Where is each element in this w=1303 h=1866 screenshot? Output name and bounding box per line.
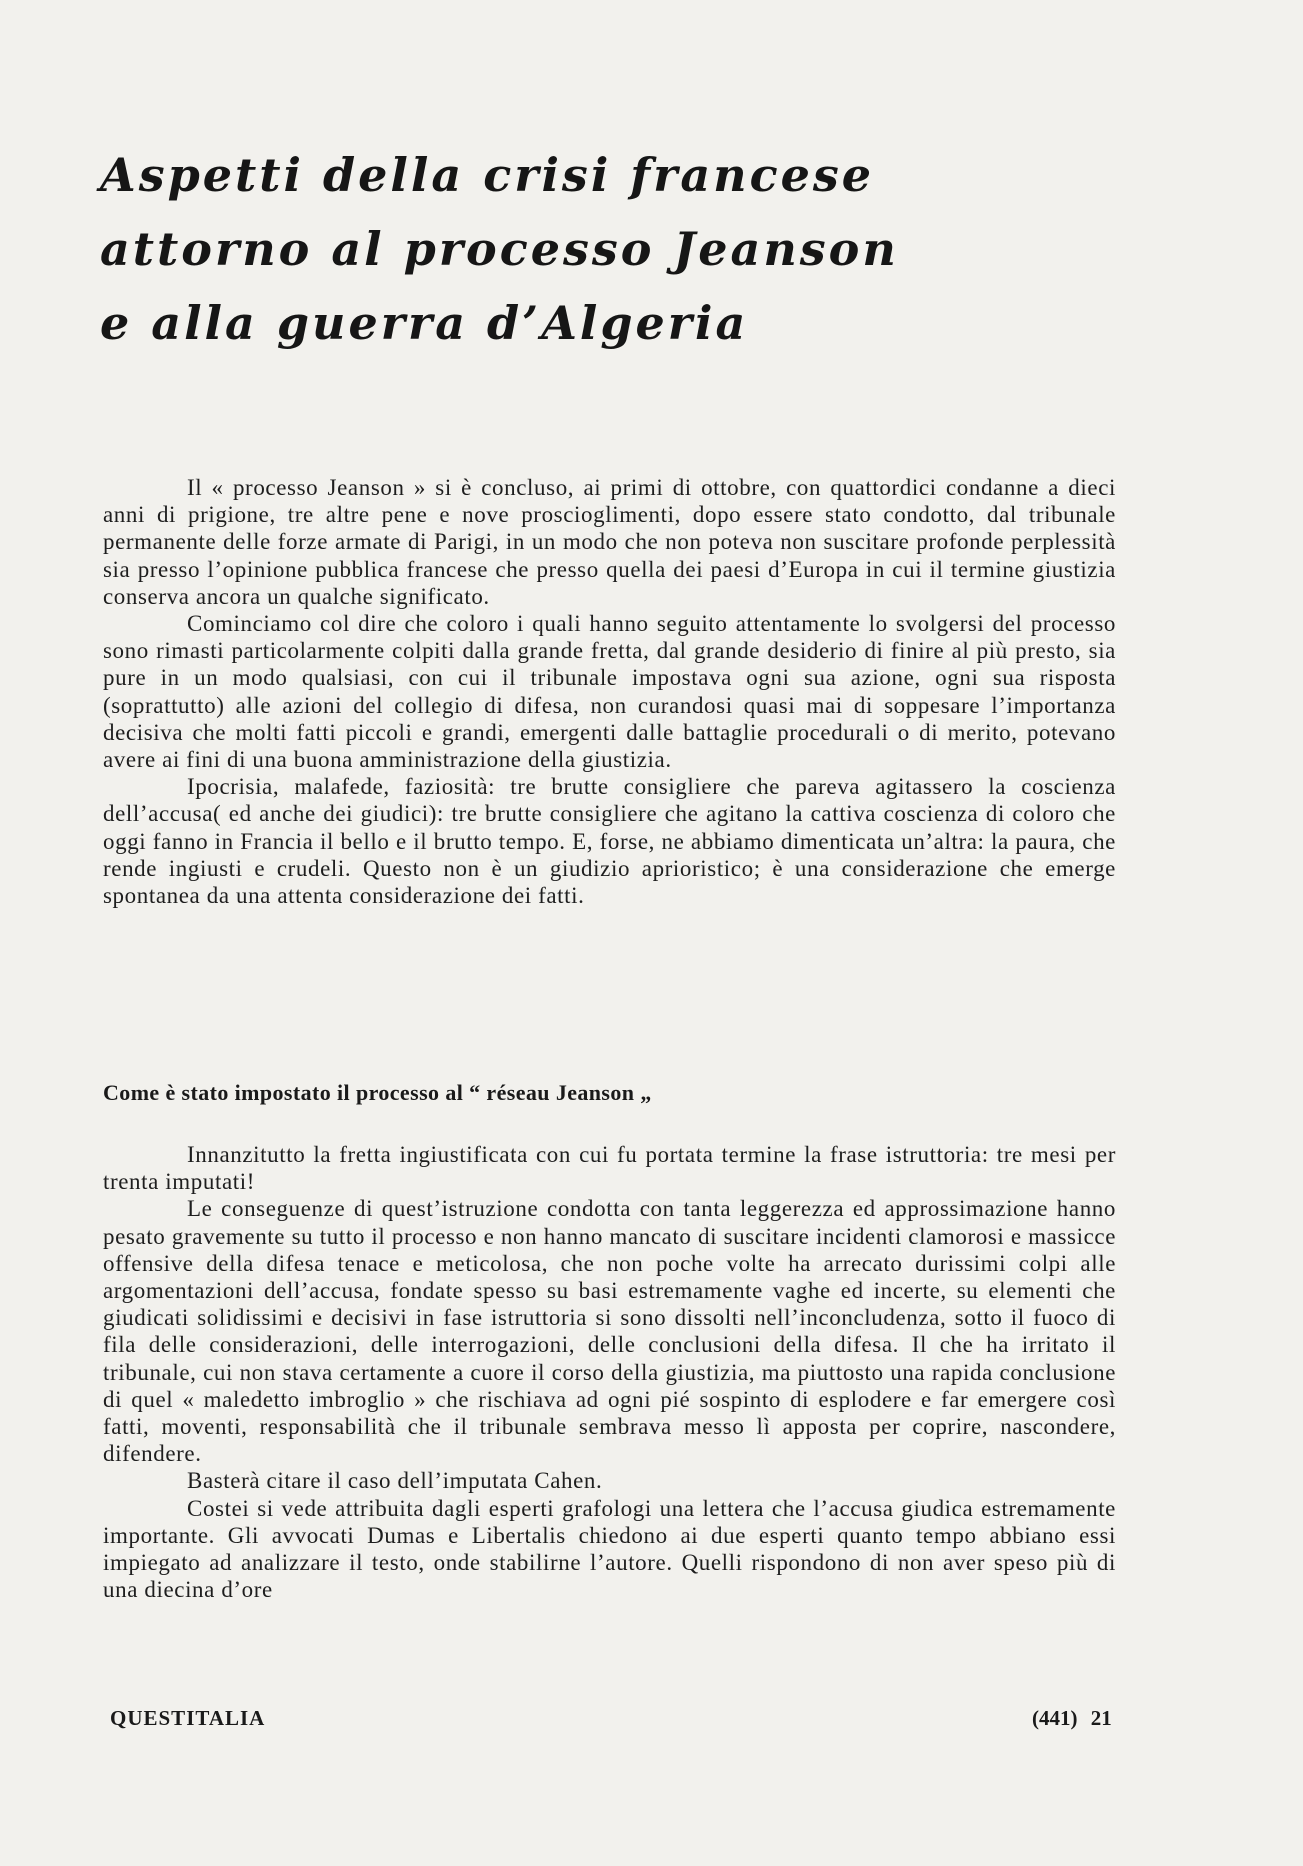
body-paragraph: Cominciamo col dire che coloro i quali hanno seguito attentamente lo svolgersi del processo sono rimasti particolarmente colpiti dalla grande fretta, dal grande desiderio di finire al più presto, sia pure in un modo qualsiasi, con cui il tribunale impostava ogni sua azione, ogni sua risposta (soprattutto) alle azioni del collegio di difesa, non curandosi quasi mai di soppesare l’importanza decisiva che molti fatti piccoli e grandi, emergenti dalle battaglie procedurali o di merito, potevano avere ai fini di una buona amministrazione della giustizia. xyxy=(103,611,1116,773)
body-paragraph: Il « processo Jeanson » si è concluso, ai primi di ottobre, con quattordici condanne a dieci anni di prigione, tre altre pene e nove proscioglimenti, dopo essere stato condotto, dal tribunale permanente delle forze armate di Parigi, in un modo che non poteva non suscitare profonde perplessità sia presso l’opinione pubblica francese che presso quella dei paesi d’Europa in cui il termine giustizia conserva ancora un qualche significato. xyxy=(103,475,1116,609)
body-paragraph: Costei si vede attribuita dagli esperti grafologi una lettera che l’accusa giudica estremamente importante. Gli avvocati Dumas e Libertalis chiedono ai due esperti quanto tempo abbiano essi impiegato ad analizzare il testo, onde stabilirne l’autore. Quelli rispondono di non aver speso più di una diecina d’ore xyxy=(103,1495,1116,1603)
body-paragraph: Innanzitutto la fretta ingiustificata con cui fu portata termine la frase istruttoria: tre mesi per trenta imputati! xyxy=(103,1142,1116,1195)
body-paragraph: Basterà citare il caso dell’imputata Cahen. xyxy=(187,1468,603,1494)
page-number: 21 xyxy=(1090,1706,1112,1730)
intro-section xyxy=(103,474,1116,909)
article-title xyxy=(100,138,1000,360)
body-paragraph: Ipocrisia, malafede, faziosità: tre brutte consigliere che pareva agitassero la coscienza dell’accusa( ed anche dei giudici): tre brutte consigliere che agitano la cattiva coscienza di coloro che oggi fanno in Francia il bello e il brutto tempo. E, forse, ne abbiamo dimenticata un’altra: la paura, che rende ingiusti e crudeli. Questo non è un giudizio aprioristico; è una considerazione che emerge spontanea da una attenta considerazione dei fatti. xyxy=(103,774,1116,909)
section-heading: Come è stato impostato il processo al “ réseau Jeanson „ xyxy=(103,1080,652,1105)
body-paragraph: Le conseguenze di quest’istruzione condotta con tanta leggerezza ed approssimazione hanno pesato gravemente su tutto il processo e non hanno mancato di suscitare incidenti clamorosi e massicce offensive della difesa tenace e meticolosa, che non poche volte ha arrecato durissimi colpi alle argomentazioni dell’accusa, fondate spesso su basi estremamente vaghe ed incerte, su elementi che giudicati solidissimi e decisivi in fase istruttoria si sono dissolti nell’inconcludenza, sotto il fuoco di fila delle considerazioni, delle interrogazioni, delle conclusioni della difesa. Il che ha irritato il tribunale, cui non stava certamente a cuore il corso della giustizia, ma piuttosto una rapida conclusione di quel « maledetto imbroglio » che rischiava ad ogni pié sospinto di esplodere e far emergere così fatti, moventi, responsabilità che il tribunale sembrava messo lì apposta per coprire, nascondere, difendere. xyxy=(103,1196,1116,1467)
section-body xyxy=(103,1141,1116,1603)
title-line: attorno al processo Jeanson xyxy=(100,222,899,276)
page-number-block xyxy=(1032,1706,1112,1731)
title-line: Aspetti della crisi francese xyxy=(100,148,875,202)
issue-number: (441) xyxy=(1032,1706,1078,1730)
title-line: e alla guerra d’Algeria xyxy=(100,296,749,350)
journal-name: QUESTITALIA xyxy=(110,1706,266,1730)
